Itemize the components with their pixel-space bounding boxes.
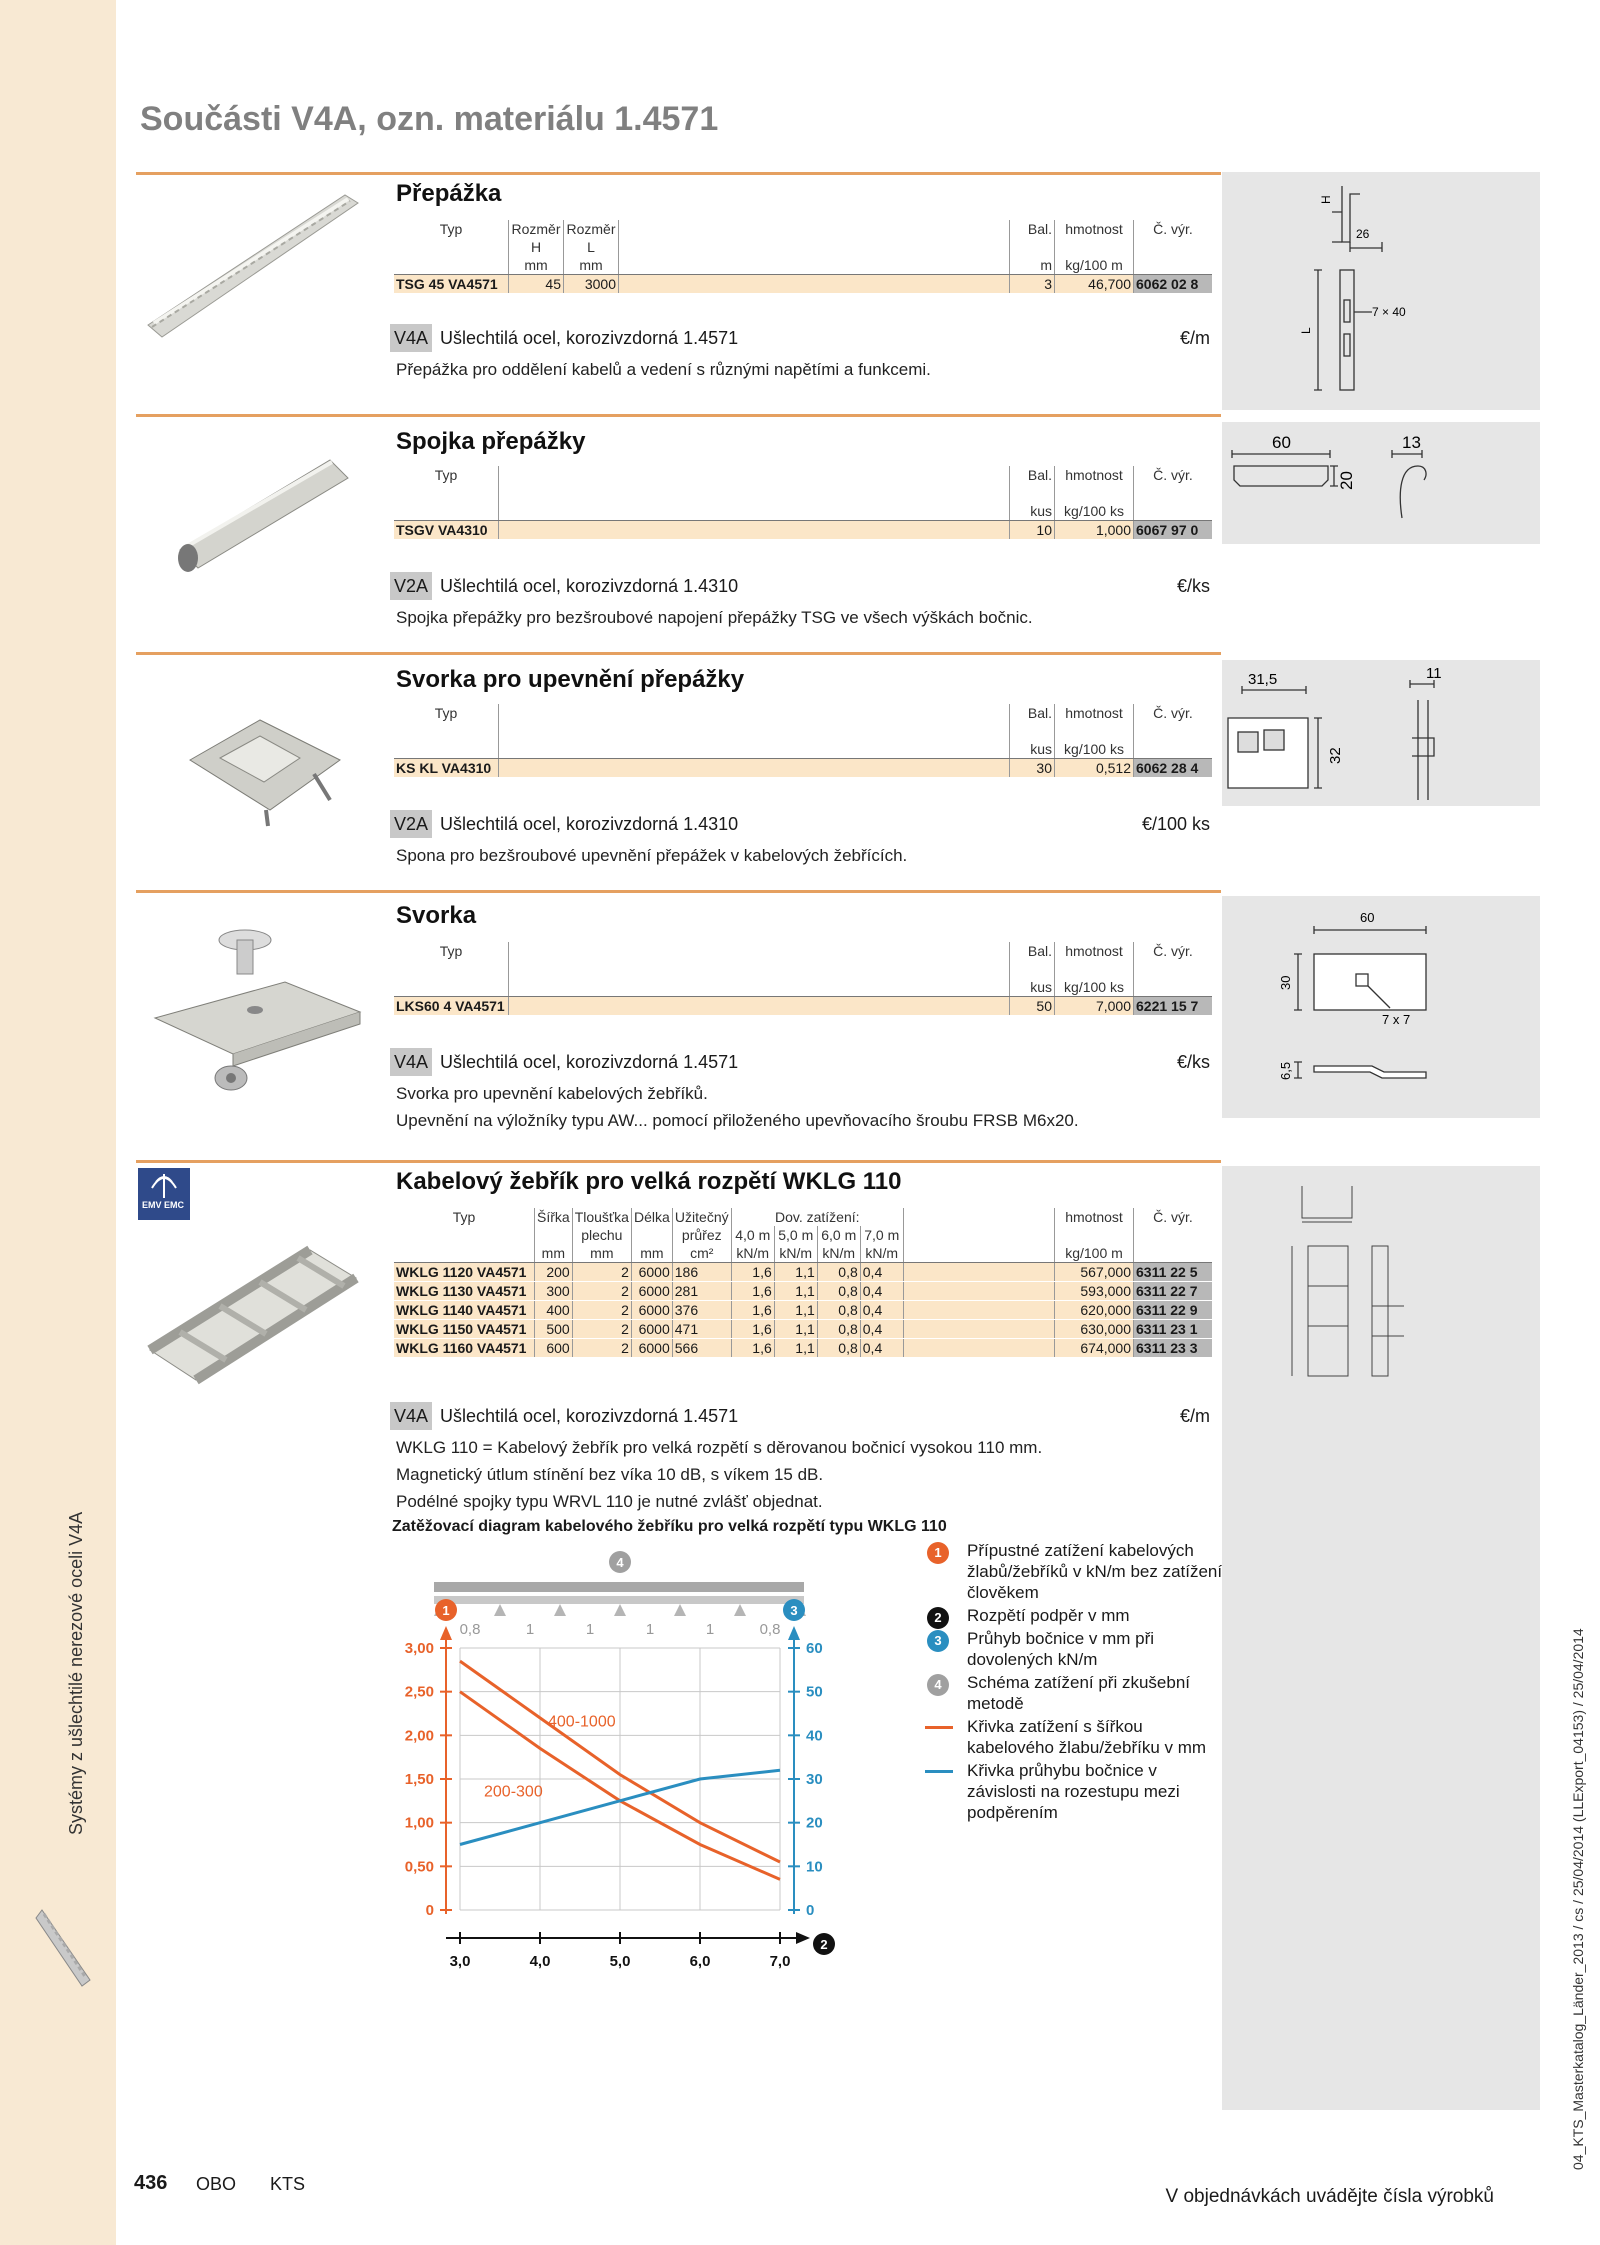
right-tick-label: 60 bbox=[806, 1640, 823, 1657]
load-support-arrow bbox=[554, 1604, 566, 1616]
svg-text:11: 11 bbox=[1426, 665, 1442, 682]
material-row: V4A Ušlechtilá ocel, korozivzdorná 1.4571 €/m bbox=[390, 324, 1210, 352]
clip-product-image bbox=[180, 700, 350, 830]
badge-3-label: 3 bbox=[790, 1603, 798, 1618]
section-title: Kabelový žebřík pro velká rozpětí WKLG 110 bbox=[396, 1168, 902, 1195]
x-tick-label: 3,0 bbox=[449, 1953, 471, 1970]
section-title: Svorka pro upevnění přepážky bbox=[396, 666, 745, 693]
footer-section: KTS bbox=[270, 2174, 306, 2194]
load-value: 1 bbox=[705, 1621, 715, 1638]
svg-text:L: L bbox=[1299, 327, 1313, 334]
load-support-arrow bbox=[734, 1604, 746, 1616]
spec-table: Typ Bal. hmotnost Č. výr. kus kg/100 ks TSGV VA4310 10 1,000 6067 97 0 bbox=[394, 466, 1212, 540]
legend-item: Křivka průhybu bočnice v závislosti na rozestupu mezi podpěrením bbox=[925, 1760, 1225, 1823]
svg-text:26: 26 bbox=[1356, 227, 1370, 241]
cable-ladder-product-image bbox=[140, 1230, 370, 1410]
svg-text:32: 32 bbox=[1327, 747, 1344, 764]
article-number: 6062 02 8 bbox=[1134, 275, 1213, 294]
description: Přepážka pro oddělení kabelů a vedení s různými napětími a funkcemi. bbox=[396, 360, 931, 379]
orange-line-swatch bbox=[925, 1726, 953, 1729]
page-title: Součásti V4A, ozn. materiálu 1.4571 bbox=[140, 100, 719, 138]
article-number: 6311 22 7 bbox=[1134, 1282, 1213, 1301]
page-number: 436 bbox=[134, 2172, 168, 2194]
description: Svorka pro upevnění kabelových žebříků. Upevnění na výložníky typu AW... pomocí přiloženého upevňovacího šroubu FRSB M6x20. bbox=[396, 1084, 1079, 1130]
right-tick-label: 20 bbox=[806, 1814, 823, 1832]
tech-drawing bbox=[1222, 660, 1540, 806]
diagram-legend bbox=[925, 1540, 1225, 1825]
left-tick-label: 1,00 bbox=[404, 1814, 434, 1832]
col-bal: Bal. bbox=[1010, 220, 1055, 238]
svg-text:13: 13 bbox=[1402, 433, 1421, 452]
badge-1-label: 1 bbox=[442, 1603, 450, 1618]
legend-item: 1 Přípustné zatížení kabelových žlabů/žebříků v kN/m bez zatížení člověkem bbox=[925, 1540, 1225, 1603]
load-support-arrow bbox=[674, 1604, 686, 1616]
table-row: KS KL VA4310 30 0,512 6062 28 4 bbox=[394, 759, 1212, 778]
svg-text:EMV EMC: EMV EMC bbox=[142, 1200, 185, 1210]
table-row: WKLG 1140 VA4571 400 2 6000 376 1,6 1,1 0,8 0,4 620,000 6311 22 9 bbox=[394, 1301, 1212, 1320]
right-tick-label: 50 bbox=[806, 1683, 823, 1701]
spec-table: Typ Bal. hmotnost Č. výr. kus kg/100 ks LKS60 4 VA4571 50 7,000 6221 15 7 bbox=[394, 942, 1212, 1016]
section-title: Spojka přepážky bbox=[396, 428, 586, 455]
table-row: LKS60 4 VA4571 50 7,000 6221 15 7 bbox=[394, 997, 1212, 1016]
x-axis-arrow bbox=[796, 1932, 810, 1944]
load-value: 0,8 bbox=[459, 1621, 481, 1638]
tech-drawing bbox=[1222, 172, 1540, 410]
right-tick-label: 40 bbox=[806, 1727, 823, 1745]
article-number: 6311 23 3 bbox=[1134, 1339, 1213, 1358]
load-value: 1 bbox=[585, 1621, 595, 1638]
col-hmot: hmotnost bbox=[1055, 220, 1134, 238]
table-row: WKLG 1130 VA4571 300 2 6000 281 1,6 1,1 0,8 0,4 593,000 6311 22 7 bbox=[394, 1282, 1212, 1301]
load-value: 0,8 bbox=[759, 1621, 781, 1638]
description: WKLG 110 = Kabelový žebřík pro velká rozpětí s děrovanou bočnicí vysokou 110 mm. Magnetický útlum stínění bez víka 10 dB, s víkem 15 dB. Podélné spojky typu WRVL 110 je nutné zvlášť objednat. bbox=[396, 1438, 1043, 1511]
right-tick-label: 10 bbox=[806, 1858, 823, 1876]
section-rule bbox=[136, 652, 1221, 655]
clamp-product-image bbox=[145, 910, 370, 1100]
svg-text:60: 60 bbox=[1360, 910, 1375, 925]
article-number: 6311 22 9 bbox=[1134, 1301, 1213, 1320]
svg-text:31,5: 31,5 bbox=[1248, 671, 1278, 688]
tech-drawing bbox=[1222, 422, 1540, 544]
material-row: V2A Ušlechtilá ocel, korozivzdorná 1.4310 €/ks bbox=[390, 572, 1210, 600]
footer-brand: OBO bbox=[196, 2174, 237, 2194]
tech-drawing bbox=[1222, 896, 1540, 1118]
x-tick-label: 7,0 bbox=[769, 1953, 791, 1970]
right-axis-arrow bbox=[788, 1626, 800, 1640]
col-h: Rozměr bbox=[509, 220, 564, 238]
section-title: Svorka bbox=[396, 902, 477, 929]
load-support bbox=[434, 1596, 804, 1604]
article-number: 6062 28 4 bbox=[1134, 759, 1213, 778]
table-row: TSGV VA4310 10 1,000 6067 97 0 bbox=[394, 521, 1212, 540]
spec-table: Typ Šířka Tloušťka Délka Užitečný Dov. zatížení: hmotnost Č. výr. plechu průřez 4,0 m 5,0 m 6,0 m 7,0 m mm mm mm cm² kN/m kN/m kN/m kN/m kg/100 m WKLG 1120 VA4571 200 2 6000 186 1,6 1,1 0,8 0,4 567,000 6311 22 5 WKLG 1130 VA4571 300 2 6000 281 1,6 1,1 0,8 0,4 593,000 6311 22 7 WKLG 1140 VA4571 400 2 6000 376 1,6 1,1 0,8 0,4 620,000 6311 22 9 WKLG 1150 VA4571 500 2 6000 471 1,6 1,1 0,8 0,4 630,000 6311 23 1 WKLG 1160 VA4571 600 2 6000 566 1,6 1,1 0,8 0,4 674,000 6311 23 3 bbox=[394, 1208, 1212, 1358]
svg-text:H: H bbox=[1319, 195, 1333, 204]
article-number: 6221 15 7 bbox=[1134, 997, 1213, 1016]
right-tick-label: 30 bbox=[806, 1771, 823, 1788]
svg-text:20: 20 bbox=[1337, 471, 1356, 490]
left-tick-label: 0 bbox=[425, 1902, 434, 1919]
blue-line-swatch bbox=[925, 1770, 953, 1773]
col-cvyr: Č. výr. bbox=[1134, 220, 1213, 238]
col-l: Rozměr bbox=[564, 220, 619, 238]
table-row: TSG 45 VA4571 45 3000 3 46,700 6062 02 8 bbox=[394, 275, 1212, 294]
series-label: 400-1000 bbox=[548, 1713, 616, 1731]
description: Spojka přepážky pro bezšroubové napojení přepážky TSG ve všech výškách bočnic. bbox=[396, 608, 1033, 627]
footer-note: V objednávkách uvádějte čísla výrobků bbox=[1165, 2186, 1494, 2207]
table-row: WKLG 1160 VA4571 600 2 6000 566 1,6 1,1 0,8 0,4 674,000 6311 23 3 bbox=[394, 1339, 1212, 1358]
legend-item: 2 Rozpětí podpěr v mm bbox=[925, 1605, 1225, 1626]
price-unit: €/m bbox=[1179, 328, 1210, 348]
article-number: 6067 97 0 bbox=[1134, 521, 1213, 540]
section-rule bbox=[136, 890, 1221, 893]
legend-item: Křivka zatížení s šířkou kabelového žlabu/žebříku v mm bbox=[925, 1716, 1225, 1758]
left-tick-label: 1,50 bbox=[404, 1771, 434, 1788]
x-tick-label: 5,0 bbox=[609, 1953, 631, 1970]
diagram-title: Zatěžovací diagram kabelového žebříku pro velká rozpětí typu WKLG 110 bbox=[392, 1518, 947, 1535]
load-bar bbox=[434, 1582, 804, 1592]
material-row: V2A Ušlechtilá ocel, korozivzdorná 1.4310 €/100 ks bbox=[390, 810, 1210, 838]
material-row: V4A Ušlechtilá ocel, korozivzdorná 1.4571 €/m bbox=[390, 1402, 1210, 1430]
spec-table: Typ Rozměr Rozměr Bal. hmotnost Č. výr. H L mm mm m kg/100 m TSG 45 VA4571 45 3000 3 46,700 6062 02 8 bbox=[394, 220, 1212, 294]
left-tick-label: 0,50 bbox=[404, 1858, 434, 1876]
x-tick-label: 4,0 bbox=[529, 1953, 551, 1970]
legend-item: 4 Schéma zatížení při zkušební metodě bbox=[925, 1672, 1225, 1714]
section-title: Přepážka bbox=[396, 180, 502, 207]
left-tick-label: 3,00 bbox=[404, 1640, 434, 1657]
connector-product-image bbox=[160, 440, 360, 580]
svg-text:60: 60 bbox=[1272, 433, 1291, 452]
side-label: Systémy z ušlechtilé nerezové oceli V4A bbox=[66, 1511, 86, 1835]
description: Spona pro bezšroubové upevnění přepážek v kabelových žebřících. bbox=[396, 846, 908, 865]
svg-text:7 x 7: 7 x 7 bbox=[1382, 1012, 1411, 1027]
section-rule bbox=[136, 1160, 1221, 1163]
x-tick-label: 6,0 bbox=[689, 1953, 711, 1970]
divider-product-image bbox=[140, 185, 370, 345]
badge-4-label: 4 bbox=[616, 1555, 624, 1570]
svg-text:7 × 40: 7 × 40 bbox=[1372, 305, 1406, 319]
left-tick-label: 2,50 bbox=[404, 1683, 434, 1701]
load-support-arrow bbox=[494, 1604, 506, 1616]
spec-table: Typ Bal. hmotnost Č. výr. kus kg/100 ks KS KL VA4310 30 0,512 6062 28 4 bbox=[394, 704, 1212, 778]
load-support-arrow bbox=[614, 1604, 626, 1616]
left-axis-arrow bbox=[440, 1626, 452, 1640]
left-tick-label: 2,00 bbox=[404, 1727, 434, 1745]
load-value: 1 bbox=[525, 1621, 535, 1638]
section-rule bbox=[136, 172, 1221, 175]
material-badge: V4A bbox=[390, 324, 432, 352]
emv-emc-badge bbox=[138, 1168, 190, 1220]
article-number: 6311 22 5 bbox=[1134, 1263, 1213, 1282]
side-product-icon bbox=[34, 1900, 100, 1990]
svg-text:30: 30 bbox=[1278, 975, 1293, 990]
load-chart bbox=[380, 1540, 920, 2030]
series-label: 200-300 bbox=[484, 1783, 543, 1801]
load-value: 1 bbox=[645, 1621, 655, 1638]
badge-2-label: 2 bbox=[820, 1937, 828, 1952]
table-row: WKLG 1120 VA4571 200 2 6000 186 1,6 1,1 0,8 0,4 567,000 6311 22 5 bbox=[394, 1263, 1212, 1282]
legend-item: 3 Průhyb bočnice v mm při dovolených kN/m bbox=[925, 1628, 1225, 1670]
print-meta: 04_KTS_Masterkatalog_Länder_2013 / cs / 25/04/2014 (LLExport_04153) / 25/04/2014 bbox=[1570, 1628, 1586, 2170]
section-rule bbox=[136, 414, 1221, 417]
svg-text:6,5: 6,5 bbox=[1278, 1061, 1293, 1080]
col-typ: Typ bbox=[439, 221, 463, 237]
table-row: WKLG 1150 VA4571 500 2 6000 471 1,6 1,1 0,8 0,4 630,000 6311 23 1 bbox=[394, 1320, 1212, 1339]
right-tick-label: 0 bbox=[806, 1902, 815, 1919]
tech-drawing bbox=[1222, 1166, 1540, 2110]
material-row: V4A Ušlechtilá ocel, korozivzdorná 1.4571 €/ks bbox=[390, 1048, 1210, 1076]
article-number: 6311 23 1 bbox=[1134, 1320, 1213, 1339]
